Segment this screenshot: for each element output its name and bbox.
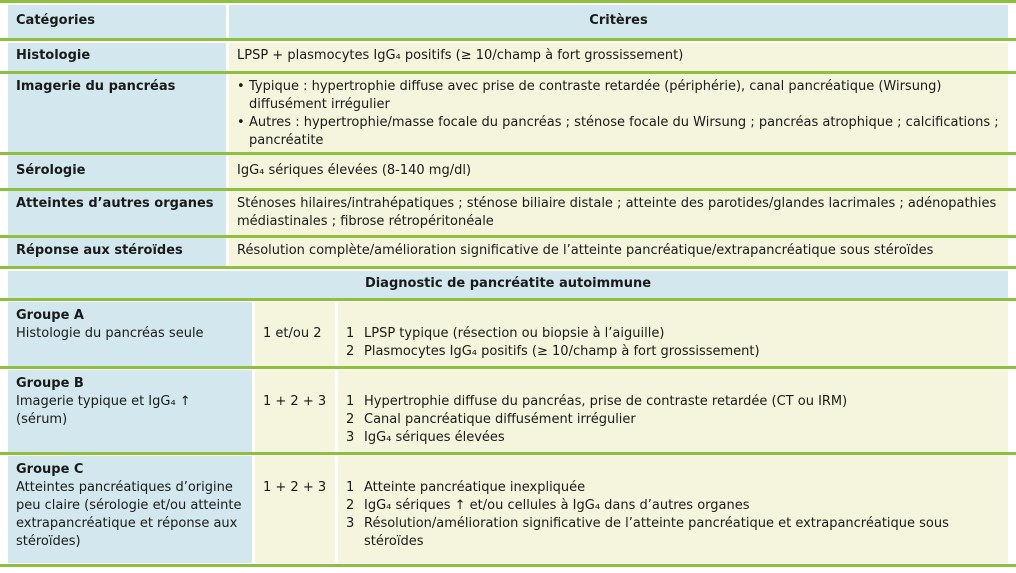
list-item: 1 LPSP typique (résection ou biopsie à l’aiguille)	[346, 325, 1000, 343]
criteria-cell: IgG₄ sériques élevées (8-140 mg/dl)	[229, 155, 1008, 188]
group-row	[0, 370, 1016, 452]
rule	[0, 38, 1016, 41]
table-header	[0, 5, 1016, 38]
group-items-list	[346, 479, 1000, 551]
group-rule: 1 + 2 + 3	[255, 370, 335, 452]
group-row	[0, 456, 1016, 563]
criteria-cell: Résolution complète/amélioration significative de l’atteinte pancréatique/extrapancréatique sous stéroïdes	[229, 238, 1008, 266]
group-name: Groupe A	[16, 308, 84, 323]
group-items	[338, 370, 1008, 452]
top-rule	[0, 0, 1016, 3]
header-criteria: Critères	[229, 5, 1008, 38]
rule	[0, 452, 1016, 455]
group-cell	[8, 456, 252, 563]
header-categories: Catégories	[8, 5, 226, 38]
group-items-list	[346, 393, 1000, 447]
group-name: Groupe C	[16, 462, 84, 477]
diagnosis-header	[0, 271, 1016, 298]
group-row	[0, 302, 1016, 366]
bottom-rule	[0, 564, 1016, 567]
group-description: Histologie du pancréas seule	[16, 326, 204, 341]
list-item: 1 Atteinte pancréatique inexpliquée	[346, 479, 1000, 497]
group-items	[338, 302, 1008, 366]
rule	[0, 298, 1016, 301]
category-cell: Imagerie du pancréas	[8, 74, 226, 152]
list-item: 3 IgG₄ sériques élevées	[346, 429, 1000, 447]
criteria-cell: LPSP + plasmocytes IgG₄ positifs (≥ 10/champ à fort grossissement)	[229, 43, 1008, 71]
table-row	[0, 74, 1016, 152]
list-item: 2 Plasmocytes IgG₄ positifs (≥ 10/champ à fort grossissement)	[346, 343, 1000, 361]
rule	[0, 366, 1016, 369]
category-cell: Réponse aux stéroïdes	[8, 238, 226, 266]
group-items-list	[346, 325, 1000, 361]
group-description: Imagerie typique et IgG₄ ↑ (sérum)	[16, 394, 191, 427]
criteria-cell	[229, 74, 1008, 152]
list-item: 3 Résolution/amélioration significative de l’atteinte pancréatique et extrapancréatique sous stéroïdes	[346, 515, 1000, 551]
group-cell	[8, 302, 252, 366]
table-row	[0, 191, 1016, 235]
table-row	[0, 238, 1016, 266]
group-description: Atteintes pancréatiques d’origine peu claire (sérologie et/ou atteinte extrapancréatique et réponse aux stéroïdes)	[16, 480, 242, 549]
list-item: • Autres : hypertrophie/masse focale du pancréas ; sténose focale du Wirsung ; pancréas atrophique ; calcifications ; pancréatite	[237, 114, 1000, 150]
criteria-list	[237, 78, 1000, 150]
table-row	[0, 43, 1016, 71]
category-cell: Atteintes d’autres organes	[8, 191, 226, 235]
list-item: 2 Canal pancréatique diffusément irrégulier	[346, 411, 1000, 429]
rule	[0, 266, 1016, 269]
list-item: • Typique : hypertrophie diffuse avec prise de contraste retardée (périphérie), canal pancréatique (Wirsung) diffusément irrégulier	[237, 78, 1000, 114]
table-row	[0, 155, 1016, 188]
group-rule: 1 + 2 + 3	[255, 456, 335, 563]
group-name: Groupe B	[16, 376, 84, 391]
category-cell: Histologie	[8, 43, 226, 71]
criteria-cell: Sténoses hilaires/intrahépatiques ; sténose biliaire distale ; atteinte des parotides/glandes lacrimales ; adénopathies médiastinales ; fibrose rétropéritonéale	[229, 191, 1008, 235]
list-item: 1 Hypertrophie diffuse du pancréas, prise de contraste retardée (CT ou IRM)	[346, 393, 1000, 411]
category-cell: Sérologie	[8, 155, 226, 188]
group-items	[338, 456, 1008, 563]
group-rule: 1 et/ou 2	[255, 302, 335, 366]
list-item: 2 IgG₄ sériques ↑ et/ou cellules à IgG₄ dans d’autres organes	[346, 497, 1000, 515]
group-cell	[8, 370, 252, 452]
diagnosis-title: Diagnostic de pancréatite autoimmune	[8, 271, 1008, 298]
